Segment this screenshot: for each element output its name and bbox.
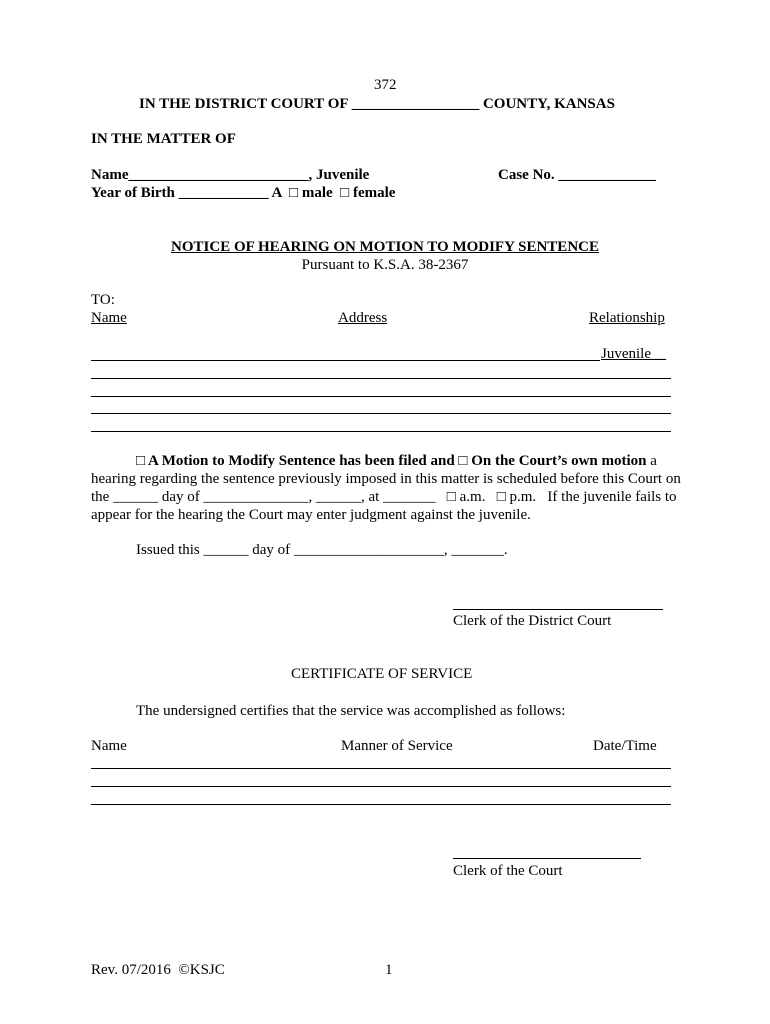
recipient-line-4 xyxy=(91,413,671,414)
service-name-header: Name xyxy=(91,738,127,754)
issued-line: Issued this ______ day of ____________________, _______. xyxy=(136,542,508,558)
motion-line-4: appear for the hearing the Court may enter judgment against the juvenile. xyxy=(91,507,531,523)
service-manner-header: Manner of Service xyxy=(341,738,453,754)
motion-tail: a xyxy=(646,453,657,469)
recipient-relationship-header: Relationship xyxy=(589,310,665,326)
clerk-district-label: Clerk of the District Court xyxy=(453,613,612,629)
recipient-name-header: Name xyxy=(91,310,127,326)
page-number: 1 xyxy=(385,962,393,978)
motion-line-1 xyxy=(136,454,657,469)
juvenile-name-line: Name________________________, Juvenile xyxy=(91,167,370,183)
court-heading: IN THE DISTRICT COURT OF _________________ COUNTY, KANSAS xyxy=(139,96,615,112)
clerk-court-label: Clerk of the Court xyxy=(453,863,563,879)
service-line-2 xyxy=(91,786,671,787)
recipient-address-header: Address xyxy=(338,310,388,326)
recipient-line-2 xyxy=(91,378,671,379)
motion-line-3: the ______ day of ______________, ______, at _______ □ a.m. □ p.m. If the juvenile fails to xyxy=(91,489,677,505)
motion-options: □ A Motion to Modify Sentence has been filed and □ On the Court’s own motion xyxy=(136,453,647,469)
service-line-1 xyxy=(91,768,671,769)
service-date-header: Date/Time xyxy=(593,738,657,754)
certificate-title: CERTIFICATE OF SERVICE xyxy=(291,666,473,682)
juvenile-relationship: Juvenile__ xyxy=(601,346,666,362)
service-line-3 xyxy=(91,804,671,805)
clerk-court-signature-line xyxy=(453,858,641,859)
recipient-line-1 xyxy=(91,360,600,361)
to-label: TO: xyxy=(91,292,115,308)
recipient-line-5 xyxy=(91,431,671,432)
clerk-district-signature-line xyxy=(453,609,663,610)
document-title: NOTICE OF HEARING ON MOTION TO MODIFY SENTENCE xyxy=(171,239,599,255)
statute-reference: Pursuant to K.S.A. 38-2367 xyxy=(301,257,469,273)
year-of-birth-line: Year of Birth ____________ A □ male □ female xyxy=(91,185,396,201)
matter-heading: IN THE MATTER OF xyxy=(91,131,236,147)
motion-line-2: hearing regarding the sentence previously imposed in this matter is scheduled before this Court on xyxy=(91,471,681,487)
revision-footer: Rev. 07/2016 ©KSJC xyxy=(91,962,225,978)
case-number: Case No. _____________ xyxy=(498,167,656,183)
certifies-text: The undersigned certifies that the service was accomplished as follows: xyxy=(136,703,566,719)
recipient-line-3 xyxy=(91,396,671,397)
form-number: 372 xyxy=(374,77,397,93)
